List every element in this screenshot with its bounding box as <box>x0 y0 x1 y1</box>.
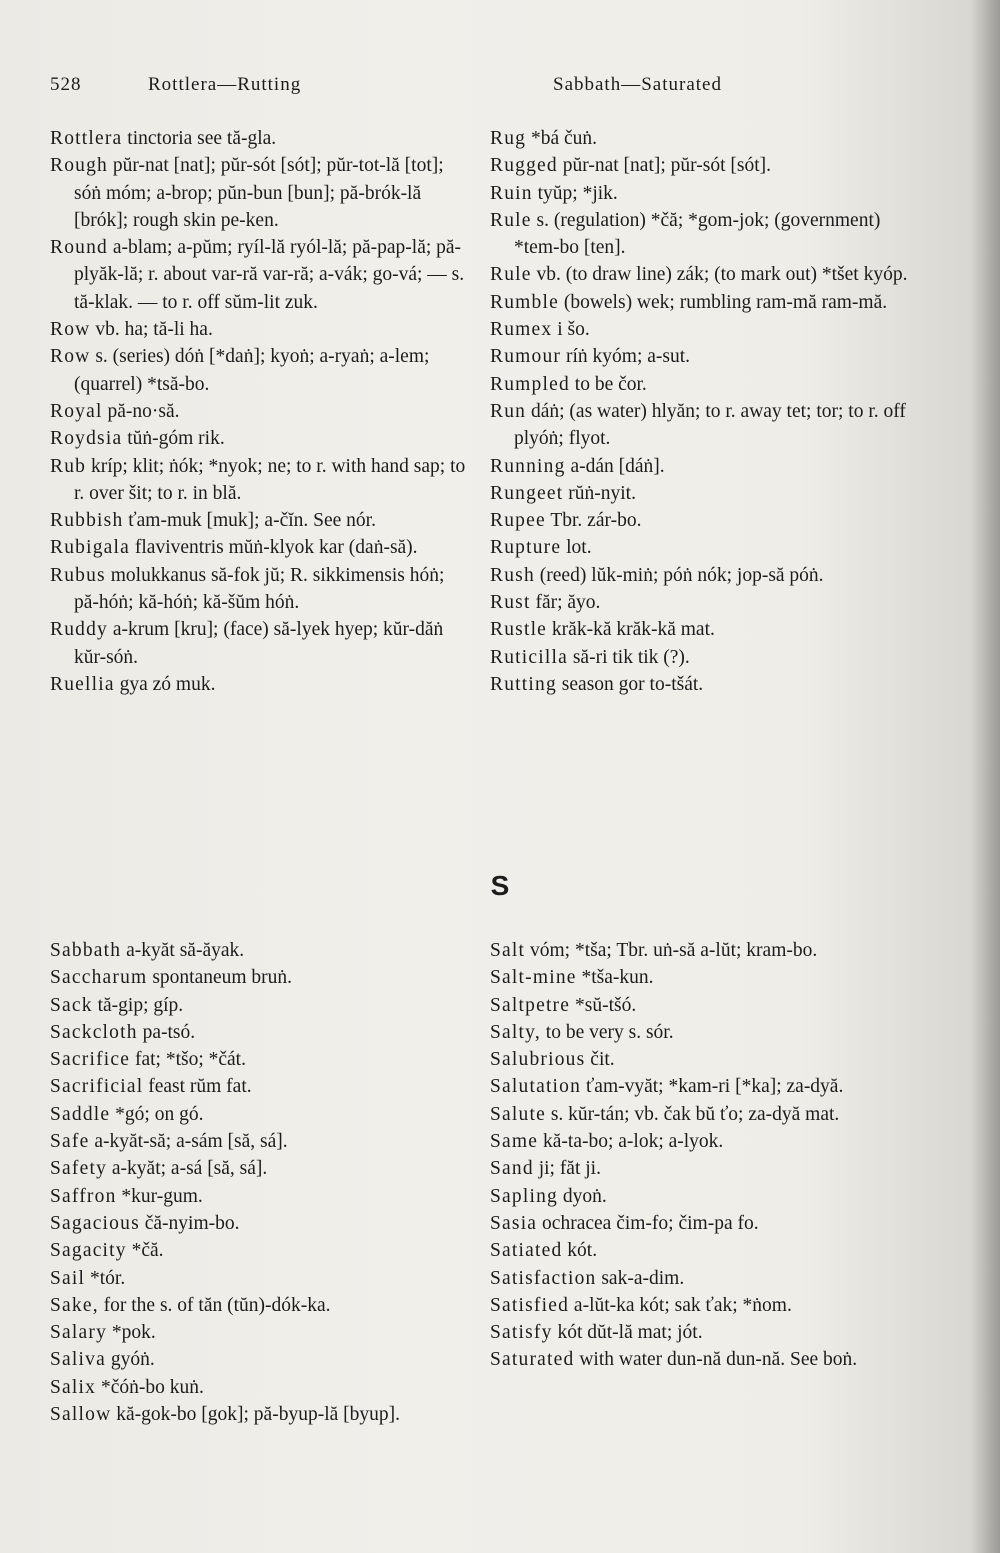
dictionary-entry <box>50 1292 470 1319</box>
entry-headword: Row <box>50 346 91 368</box>
dictionary-entry <box>490 1046 910 1073</box>
entry-definition: *kur-gum. <box>116 1185 203 1207</box>
entry-headword: Salt-mine <box>490 967 577 989</box>
entry-headword: Row <box>50 319 91 341</box>
entry-headword: Salix <box>50 1376 97 1398</box>
entry-headword: Rungeet <box>490 482 564 504</box>
entry-headword: Rumble <box>490 291 559 313</box>
entry-headword: Sabbath <box>50 940 122 961</box>
dictionary-entry <box>50 1101 470 1128</box>
entry-definition: flaviventris mŭṅ-klyok kar (daṅ-să). <box>130 537 418 559</box>
dictionary-entry <box>50 1073 470 1100</box>
entry-definition: ťam-muk [muk]; a-čĭn. See nór. <box>123 510 376 532</box>
entry-definition: sak-a-dim. <box>596 1267 685 1289</box>
entry-definition: *tór. <box>85 1267 126 1289</box>
entry-headword: Rumex <box>490 319 553 341</box>
entry-headword: Sasia <box>490 1212 538 1234</box>
entry-headword: Rupee <box>490 510 546 532</box>
entry-definition: a-kyăt-să; a-sám [să, sá]. <box>89 1131 288 1153</box>
entry-headword: Saffron <box>50 1185 117 1207</box>
entry-definition: ochracea čim-fo; čim-pa fo. <box>537 1212 759 1234</box>
entry-definition: a-kyăt să-ăyak. <box>121 940 245 961</box>
dictionary-entry <box>50 1237 470 1264</box>
entry-headword: Rough <box>50 155 109 177</box>
dictionary-entry <box>50 616 470 671</box>
column-right-top <box>490 125 910 698</box>
dictionary-entry <box>50 152 470 234</box>
entry-headword: Rub <box>50 455 87 477</box>
entry-headword: Ruddy <box>50 619 109 641</box>
entry-definition: kót. <box>562 1240 598 1262</box>
entry-headword: Rug <box>490 128 527 149</box>
entry-definition: season gor to-tšát. <box>556 673 704 695</box>
entry-definition: s. (series) dóṅ [*daṅ]; kyoṅ; a-ryaṅ; a-lem; (quarrel) *tsă-bo. <box>74 346 430 395</box>
dictionary-entry <box>50 534 470 561</box>
dictionary-entry <box>50 1019 470 1046</box>
entry-headword: Ruin <box>490 182 533 204</box>
page-number: 528 <box>50 74 82 95</box>
dictionary-entry <box>50 453 470 508</box>
entry-definition: dáṅ; (as water) hlyăn; to r. away tet; tor; to r. off plyóṅ; flyot. <box>514 400 906 450</box>
entry-headword: Sagacious <box>50 1212 140 1234</box>
entry-definition: pŭr-nat [nat]; pŭr-sót [sót]; pŭr-tot-lă [tot]; sóṅ móm; a-brop; pŭn-bun [bun]; pă-brók-lă [brók]; rough skin pe-ken. <box>74 155 444 231</box>
dictionary-entry <box>490 1210 910 1237</box>
dictionary-entry <box>490 1265 910 1292</box>
entry-headword: Salutation <box>490 1076 582 1098</box>
entry-headword: Salary <box>50 1322 108 1344</box>
column-left-top <box>50 125 470 698</box>
entry-definition: *sŭ-tšó. <box>570 994 637 1016</box>
entry-definition: s. kŭr-tán; vb. čak bŭ ťo; za-dyă mat. <box>545 1103 840 1125</box>
dictionary-entry <box>490 671 910 698</box>
entry-headword: Salt <box>490 940 526 961</box>
dictionary-entry <box>490 644 910 671</box>
entry-definition: vb. (to draw line) zák; (to mark out) *tšet kyóp. <box>531 264 908 286</box>
entry-definition: lot. <box>561 537 592 559</box>
entry-headword: Safety <box>50 1158 108 1180</box>
entry-headword: Sacrifice <box>50 1049 131 1071</box>
entry-headword: Rush <box>490 564 535 586</box>
header-left-title: Rottlera—Rutting <box>148 74 302 95</box>
entry-definition: vóm; *tša; Tbr. uṅ-să a-lŭt; kram-bo. <box>525 940 818 961</box>
dictionary-entry <box>490 152 910 179</box>
dictionary-entry <box>490 1346 910 1373</box>
entry-headword: Salty, <box>490 1021 541 1043</box>
entry-headword: Sand <box>490 1158 534 1180</box>
dictionary-entry <box>50 1210 470 1237</box>
entry-definition: to be very s. sór. <box>540 1021 674 1043</box>
entry-headword: Satiated <box>490 1240 563 1262</box>
entry-headword: Rubus <box>50 564 106 586</box>
entry-definition: ji; făt ji. <box>533 1158 601 1180</box>
dictionary-entry <box>490 507 910 534</box>
entry-headword: Sapling <box>490 1185 558 1207</box>
entry-definition: a-dán [dáṅ]. <box>565 455 665 477</box>
entry-definition: vb. ha; tă-li ha. <box>90 319 213 341</box>
dictionary-entry <box>50 1374 470 1401</box>
entry-definition: spontaneum bruṅ. <box>147 967 293 989</box>
dictionary-entry <box>50 671 470 698</box>
column-left-bottom <box>50 937 470 1428</box>
dictionary-entry <box>490 616 910 643</box>
entry-headword: Rubigala <box>50 537 131 559</box>
entry-headword: Sack <box>50 994 93 1016</box>
dictionary-entry <box>490 371 910 398</box>
running-header <box>50 74 950 104</box>
entry-headword: Saddle <box>50 1103 111 1125</box>
entry-definition: (bowels) wek; rumbling ram-mă ram-mă. <box>558 291 888 313</box>
dictionary-entry <box>50 1128 470 1155</box>
entry-definition: for the s. of tăn (tŭn)-dók-ka. <box>98 1294 331 1316</box>
entry-definition: a-blam; a-pŭm; ryíl-lă ryól-lă; pă-pap-lă; pă-plyăk-lă; r. about var-ră var-ră; a-vák; go-vá; — s. tă-klak. — to r. off sŭm-lit zuk. <box>74 237 465 313</box>
entry-definition: tinctoria see tă-gla. <box>122 128 277 149</box>
dictionary-entry <box>490 1128 910 1155</box>
dictionary-entry <box>50 234 470 316</box>
entry-definition: ríṅ kyóm; a-sut. <box>561 346 691 368</box>
entry-headword: Rustle <box>490 619 548 641</box>
dictionary-entry <box>490 125 910 152</box>
entry-headword: Saltpetre <box>490 994 571 1016</box>
entry-headword: Ruticilla <box>490 646 568 668</box>
entry-headword: Rutting <box>490 673 557 695</box>
dictionary-entry <box>490 589 910 616</box>
dictionary-entry <box>50 316 470 343</box>
dictionary-entry <box>490 1019 910 1046</box>
entry-definition: ťam-vyăt; *kam-ri [*ka]; za-dyă. <box>581 1076 844 1098</box>
dictionary-entry <box>490 1101 910 1128</box>
entry-definition: fat; *tšo; *čát. <box>130 1049 246 1071</box>
entry-definition: čit. <box>585 1049 615 1071</box>
entry-headword: Satisfy <box>490 1322 553 1344</box>
entry-headword: Sallow <box>50 1404 112 1426</box>
entry-definition: kót dŭt-lă mat; jót. <box>552 1322 703 1344</box>
section-letter: S <box>490 870 510 901</box>
entry-definition: rŭṅ-nyit. <box>563 482 636 504</box>
dictionary-entry <box>490 1183 910 1210</box>
dictionary-entry <box>490 1319 910 1346</box>
dictionary-entry <box>490 289 910 316</box>
entry-definition: făr; ăyo. <box>530 592 601 614</box>
entry-definition: i šo. <box>552 319 590 341</box>
dictionary-entry <box>50 562 470 617</box>
entry-headword: Rule <box>490 264 532 286</box>
dictionary-entry <box>50 1046 470 1073</box>
entry-headword: Run <box>490 400 527 422</box>
dictionary-entry <box>50 1319 470 1346</box>
entry-headword: Saliva <box>50 1349 106 1371</box>
dictionary-entry <box>50 992 470 1019</box>
dictionary-entry <box>490 1073 910 1100</box>
dictionary-entry <box>490 937 910 964</box>
entry-headword: Same <box>490 1131 539 1153</box>
entry-headword: Satisfied <box>490 1294 570 1316</box>
dictionary-entry <box>490 343 910 370</box>
dictionary-entry <box>50 425 470 452</box>
entry-definition: čă-nyim-bo. <box>139 1212 240 1234</box>
entry-definition: (reed) lŭk-miṅ; póṅ nók; jop-să póṅ. <box>534 564 824 586</box>
dictionary-entry <box>490 1237 910 1264</box>
entry-definition: to be čor. <box>569 373 647 395</box>
entry-headword: Rupture <box>490 537 562 559</box>
entry-definition: gyóṅ. <box>105 1349 155 1371</box>
dictionary-entry <box>490 562 910 589</box>
entry-headword: Rule <box>490 209 532 231</box>
dictionary-entry <box>490 1292 910 1319</box>
entry-definition: krăk-kă krăk-kă mat. <box>547 619 715 641</box>
entry-definition: *pok. <box>107 1322 156 1344</box>
dictionary-entry <box>50 937 470 964</box>
entry-definition: pa-tsó. <box>137 1021 196 1043</box>
entry-definition: with water dun-nă dun-nă. See boṅ. <box>574 1349 858 1371</box>
header-right-title: Sabbath—Saturated <box>553 74 722 95</box>
entry-headword: Running <box>490 455 566 477</box>
entry-headword: Rumpled <box>490 373 570 395</box>
entry-definition: să-ri tik tik (?). <box>567 646 690 668</box>
dictionary-entry <box>50 125 470 152</box>
dictionary-entry <box>50 1346 470 1373</box>
dictionary-entry <box>490 316 910 343</box>
entry-definition: a-krum [kru]; (face) să-lyek hyep; kŭr-dăṅ kŭr-sóṅ. <box>74 619 444 668</box>
entry-definition: dyoṅ. <box>558 1185 607 1207</box>
entry-headword: Sagacity <box>50 1240 127 1262</box>
dictionary-entry <box>490 1155 910 1182</box>
entry-definition: kríp; klit; ṅók; *nyok; ne; to r. with hand sap; to r. over šit; to r. in blă. <box>74 455 466 504</box>
entry-headword: Salute <box>490 1103 546 1125</box>
entry-definition: tyŭp; *jik. <box>532 182 618 204</box>
entry-definition: *čă. <box>126 1240 164 1262</box>
entry-definition: a-kyăt; a-sá [să, sá]. <box>107 1158 268 1180</box>
dictionary-entry <box>490 207 910 262</box>
column-right-bottom <box>490 937 910 1374</box>
entry-definition: *tša-kun. <box>576 967 654 989</box>
entry-definition: s. (regulation) *čă; *gom-jok; (government) *tem-bo [ten]. <box>514 209 881 259</box>
dictionary-entry <box>50 1183 470 1210</box>
entry-headword: Satisfaction <box>490 1267 597 1289</box>
entry-headword: Salubrious <box>490 1049 586 1071</box>
entry-headword: Sacrificial <box>50 1076 144 1098</box>
entry-headword: Sake, <box>50 1294 99 1316</box>
dictionary-entry <box>490 992 910 1019</box>
entry-definition: pă-no·să. <box>102 400 180 422</box>
entry-definition: *čóṅ-bo kuṅ. <box>96 1376 204 1398</box>
entry-definition: tă-gip; gíp. <box>92 994 184 1016</box>
entry-headword: Rust <box>490 592 531 614</box>
entry-definition: *gó; on gó. <box>110 1103 204 1125</box>
dictionary-entry <box>490 480 910 507</box>
entry-headword: Royal <box>50 400 103 422</box>
entry-definition: pŭr-nat [nat]; pŭr-sót [sót]. <box>557 155 771 177</box>
entry-headword: Safe <box>50 1131 90 1153</box>
entry-headword: Rottlera <box>50 128 123 149</box>
entry-definition: a-lŭt-ka kót; sak ťak; *ṅom. <box>569 1294 792 1316</box>
entry-headword: Saturated <box>490 1349 575 1371</box>
dictionary-entry <box>50 964 470 991</box>
dictionary-entry <box>50 398 470 425</box>
dictionary-entry <box>490 398 910 453</box>
entry-headword: Ruellia <box>50 673 115 695</box>
entry-definition: feast rŭm fat. <box>143 1076 252 1098</box>
entry-definition: kă-ta-bo; a-lok; a-lyok. <box>538 1131 724 1153</box>
dictionary-entry <box>490 453 910 480</box>
dictionary-entry <box>490 964 910 991</box>
dictionary-entry <box>490 261 910 288</box>
dictionary-entry <box>50 343 470 398</box>
dictionary-entry <box>50 1155 470 1182</box>
entry-definition: Tbr. zár-bo. <box>545 510 642 532</box>
dictionary-entry <box>490 180 910 207</box>
entry-definition: tŭṅ-góm rik. <box>122 428 225 450</box>
dictionary-entry <box>50 1265 470 1292</box>
entry-definition: molukkanus să-fok jŭ; R. sikkimensis hóṅ; pă-hóṅ; kă-hóṅ; kă-šŭm hóṅ. <box>74 564 445 614</box>
entry-definition: *bá čuṅ. <box>526 128 598 149</box>
entry-headword: Sackcloth <box>50 1021 138 1043</box>
entry-definition: gya zó muk. <box>114 673 216 695</box>
entry-headword: Rugged <box>490 155 558 177</box>
entry-headword: Rumour <box>490 346 562 368</box>
dictionary-entry <box>50 1401 470 1428</box>
entry-definition: kă-gok-bo [gok]; pă-byup-lă [byup]. <box>111 1404 400 1426</box>
dictionary-entry <box>490 534 910 561</box>
entry-headword: Sail <box>50 1267 86 1289</box>
entry-headword: Rubbish <box>50 510 124 532</box>
entry-headword: Round <box>50 237 109 259</box>
entry-headword: Saccharum <box>50 967 148 989</box>
entry-headword: Roydsia <box>50 428 123 450</box>
dictionary-entry <box>50 507 470 534</box>
